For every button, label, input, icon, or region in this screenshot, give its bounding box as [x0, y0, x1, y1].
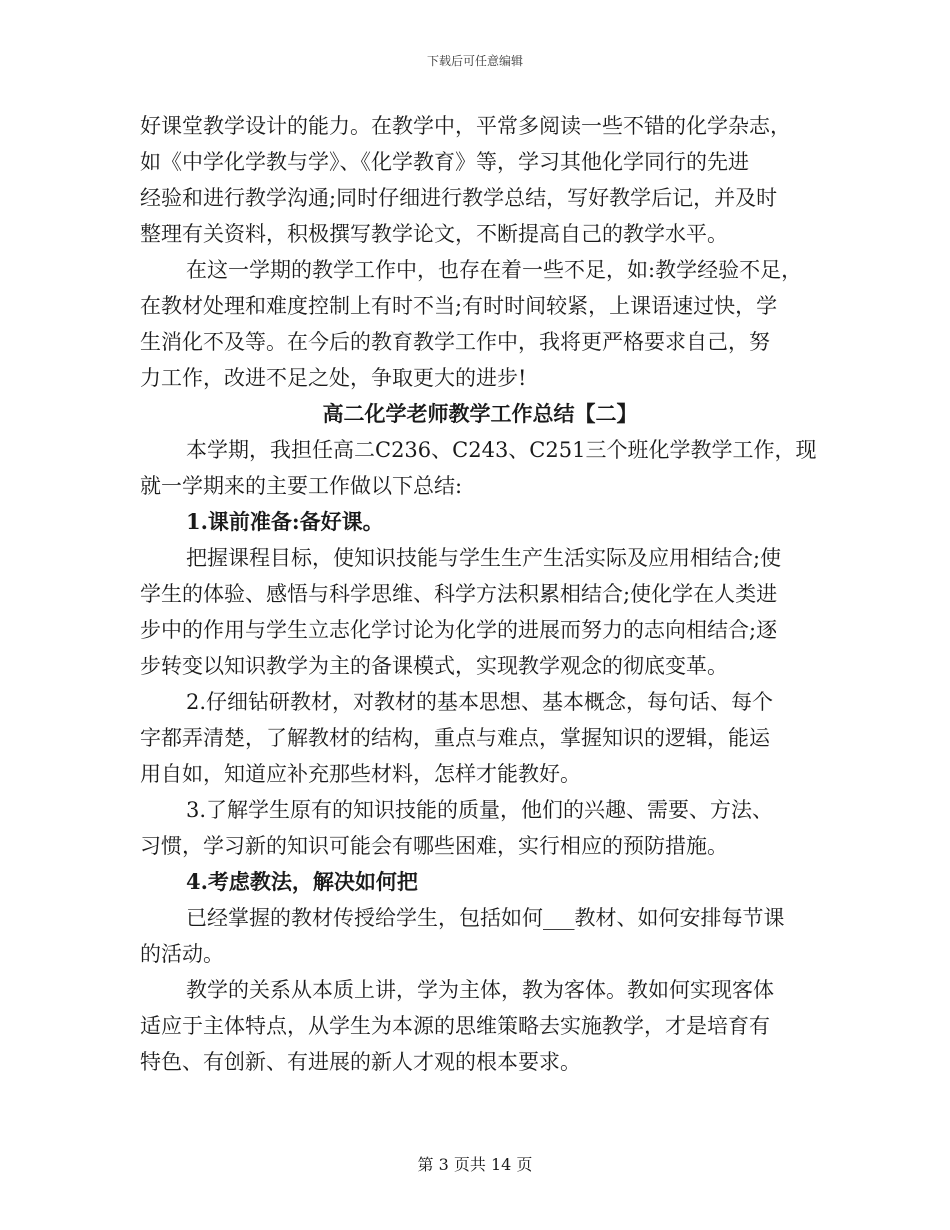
text-line: 的活动。 [140, 942, 224, 966]
text-line: 本学期，我担任高二C236、C243、C251三个班化学教学工作，现 [186, 438, 817, 462]
text-line: 如《中学化学教与学》、《化学教育》等，学习其他化学同行的先进 [140, 150, 749, 174]
text-line: 步中的作用与学生立志化学讨论为化学的进展而努力的志向相结合;逐 [140, 618, 778, 642]
text-line: 用自如，知道应补充那些材料，怎样才能教好。 [140, 762, 581, 786]
text-line: 经验和进行教学沟通;同时仔细进行教学总结，写好教学后记，并及时 [140, 186, 778, 210]
text-line: 就一学期来的主要工作做以下总结: [140, 474, 463, 498]
text-line: 习惯，学习新的知识可能会有哪些困难，实行相应的预防措施。 [140, 834, 728, 858]
text-line: 力工作，改进不足之处，争取更大的进步! [140, 366, 527, 390]
subheading-line: 4.考虑教法，解决如何把 [186, 869, 418, 894]
text-line: 2.仔细钻研教材，对教材的基本思想、基本概念，每句话、每个 [186, 690, 774, 714]
text-line: 把握课程目标，使知识技能与学生生产生活实际及应用相结合;使 [186, 546, 782, 570]
page-number: 第 3 页共 14 页 [417, 1155, 533, 1174]
page-header: 下载后可任意编辑 [426, 54, 523, 68]
text-line: 学生的体验、感悟与科学思维、科学方法积累相结合;使化学在人类进 [140, 582, 778, 606]
text-line: 字都弄清楚，了解教材的结构，重点与难点，掌握知识的逻辑，能运 [140, 726, 770, 750]
text-line: 整理有关资料，积极撰写教学论文，不断提高自己的教学水平。 [140, 222, 728, 246]
text-line: 在这一学期的教学工作中，也存在着一些不足，如:教学经验不足， [186, 258, 803, 282]
document-body [140, 108, 820, 1080]
text-line: 生消化不及等。在今后的教育教学工作中，我将更严格要求自己，努 [140, 330, 770, 354]
text-line: 3.了解学生原有的知识技能的质量，他们的兴趣、需要、方法、 [186, 798, 774, 822]
text-line: 特色、有创新、有进展的新人才观的根本要求。 [140, 1050, 581, 1074]
text-line: 教学的关系从本质上讲，学为主体，教为客体。教如何实现客体 [186, 978, 774, 1002]
text-line: 在教材处理和难度控制上有时不当;有时时间较紧，上课语速过快，学 [140, 294, 778, 318]
text-line: 适应于主体特点，从学生为本源的思维策略去实施教学，才是培育有 [140, 1014, 770, 1038]
text-line: 好课堂教学设计的能力。在教学中，平常多阅读一些不错的化学杂志， [140, 114, 791, 138]
subheading-line: 1.课前准备:备好课。 [186, 509, 384, 534]
section-heading: 高二化学老师教学工作总结【二】 [322, 401, 638, 426]
text-line: 已经掌握的教材传授给学生，包括如何___教材、如何安排每节课 [186, 906, 785, 930]
text-line: 步转变以知识教学为主的备课模式，实现教学观念的彻底变革。 [140, 654, 728, 678]
